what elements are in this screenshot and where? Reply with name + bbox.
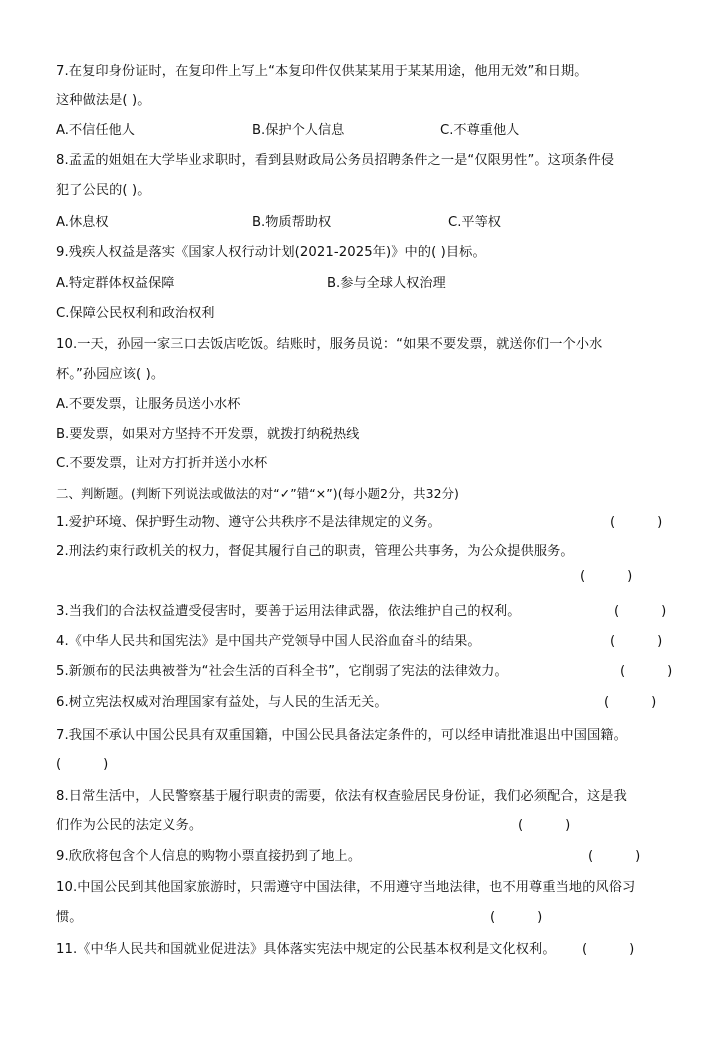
q10-option-b: B.要发票，如果对方坚持不开发票，就拨打纳税热线: [56, 427, 360, 442]
q10-option-c: C.不要发票，让对方打折并送小水杯: [56, 456, 268, 471]
q10-stem-line1: 10.一天，孙园一家三口去饭店吃饭。结账时，服务员说：“如果不要发票，就送你们一个小水: [56, 337, 603, 352]
q9-option-a: A.特定群体权益保障: [56, 276, 175, 291]
judge-answer-blank-4[interactable]: ( ): [610, 634, 663, 649]
judge-item-8-line1: 8.日常生活中，人民警察基于履行职责的需要，依法有权查验居民身份证，我们必须配合，这是我: [56, 789, 627, 804]
q10-option-a: A.不要发票，让服务员送小水杯: [56, 397, 241, 412]
q9-option-b: B.参与全球人权治理: [327, 276, 446, 291]
q9-option-c: C.保障公民权利和政治权利: [56, 306, 215, 321]
judge-answer-blank-8[interactable]: ( ): [518, 818, 571, 833]
judge-item-4: 4.《中华人民共和国宪法》是中国共产党领导中国人民浴血奋斗的结果。: [56, 634, 481, 649]
q7-option-c: C.不尊重他人: [440, 123, 520, 138]
q9-stem: 9.残疾人权益是落实《国家人权行动计划(2021-2025年)》中的( )目标。: [56, 245, 486, 260]
judge-answer-blank-10[interactable]: ( ): [490, 910, 543, 925]
judge-answer-blank-2[interactable]: ( ): [580, 569, 633, 584]
judge-item-9: 9.欣欣将包含个人信息的购物小票直接扔到了地上。: [56, 849, 362, 864]
judge-item-5: 5.新颁布的民法典被誉为“社会生活的百科全书”，它削弱了宪法的法律效力。: [56, 664, 508, 679]
judge-item-11: 11.《中华人民共和国就业促进法》具体落实宪法中规定的公民基本权利是文化权利。: [56, 942, 556, 957]
judge-answer-blank-11[interactable]: ( ): [582, 942, 635, 957]
q8-option-c: C.平等权: [448, 215, 501, 230]
judge-item-3: 3.当我们的合法权益遭受侵害时，要善于运用法律武器，依法维护自己的权利。: [56, 604, 521, 619]
judge-answer-blank-1[interactable]: ( ): [610, 515, 663, 530]
judge-answer-blank-6[interactable]: ( ): [604, 695, 657, 710]
section2-heading: 二、判断题。(判断下列说法或做法的对“✓”错“×”)(每小题2分，共32分): [56, 486, 459, 501]
q7-option-b: B.保护个人信息: [252, 123, 345, 138]
judge-item-10-line2: 惯。: [56, 910, 83, 925]
judge-answer-blank-5[interactable]: ( ): [620, 664, 673, 679]
q7-stem-line1: 7.在复印身份证时，在复印件上写上“本复印件仅供某某用于某某用途，他用无效”和日期。: [56, 64, 588, 79]
judge-answer-blank-3[interactable]: ( ): [614, 604, 667, 619]
q8-option-b: B.物质帮助权: [252, 215, 332, 230]
judge-answer-blank-9[interactable]: ( ): [588, 849, 641, 864]
judge-item-6: 6.树立宪法权威对治理国家有益处，与人民的生活无关。: [56, 695, 388, 710]
q10-stem-line2: 杯。”孙园应该( )。: [56, 367, 165, 382]
judge-answer-blank-7[interactable]: ( ): [56, 757, 109, 772]
judge-item-10-line1: 10.中国公民到其他国家旅游时，只需遵守中国法律，不用遵守当地法律，也不用尊重当地的风俗习: [56, 880, 636, 895]
judge-item-8-line2: 们作为公民的法定义务。: [56, 818, 203, 833]
q8-option-a: A.休息权: [56, 215, 109, 230]
judge-item-7: 7.我国不承认中国公民具有双重国籍，中国公民具备法定条件的，可以经申请批准退出中国国籍。: [56, 728, 627, 743]
judge-item-1: 1.爱护环境、保护野生动物、遵守公共秩序不是法律规定的义务。: [56, 515, 441, 530]
q7-option-a: A.不信任他人: [56, 123, 135, 138]
q7-stem-line2: 这种做法是( )。: [56, 93, 151, 108]
judge-item-2: 2.刑法约束行政机关的权力，督促其履行自己的职责，管理公共事务，为公众提供服务。: [56, 544, 574, 559]
q8-stem-line2: 犯了公民的( )。: [56, 183, 151, 198]
q8-stem-line1: 8.孟孟的姐姐在大学毕业求职时，看到县财政局公务员招聘条件之一是“仅限男性”。这项条件侵: [56, 153, 615, 168]
